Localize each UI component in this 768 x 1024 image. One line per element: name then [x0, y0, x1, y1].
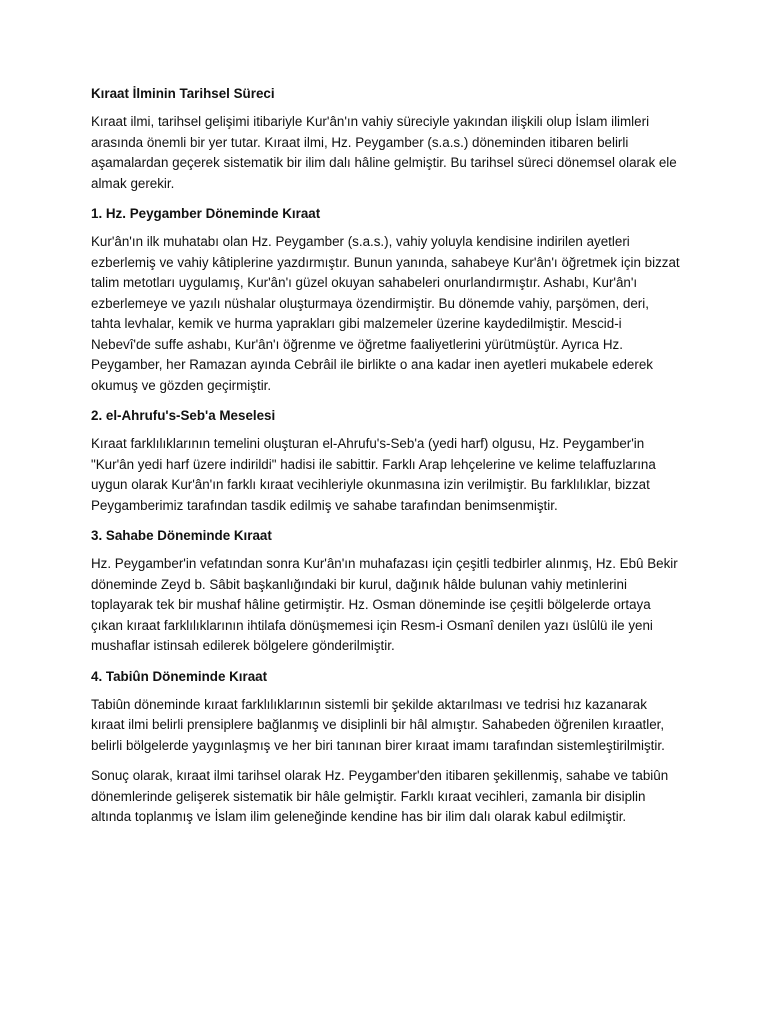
intro-paragraph: Kıraat ilmi, tarihsel gelişimi itibariyle Kur'ân'ın vahiy süreciyle yakından ilişkili olup İslam ilimleri arasında önemli bir yer tutar. Kıraat ilmi, Hz. Peygamber (s.a.s.) döneminden itibaren belirli aşamalardan geçerek sistematik bir ilim dalı hâline gelmiştir. Bu tarihsel süreci dönemsel olarak ele almak gerekir. [91, 114, 677, 191]
section-heading: 3. Sahabe Döneminde Kıraat [91, 528, 272, 543]
section-heading: 4. Tabiûn Döneminde Kıraat [91, 668, 268, 684]
conclusion-paragraph: Sonuç olarak, kıraat ilmi tarihsel olarak Hz. Peygamber'den itibaren şekillenmiş, sahabe ve tabiûn dönemlerinde gelişerek sistematik bir hâle gelmiştir. Farklı kıraat vecihleri, zamanla bir disiplin altında toplanmış ve İslam ilim geleneğinde kendine has bir ilim dalı olarak kabul edilmiştir. [91, 768, 669, 824]
section-paragraph: Tabiûn döneminde kıraat farklılıklarının sistemli bir şekilde aktarılması ve tedrisi hız kazanarak kıraat ilmi belirli prensiplere bağlanmış ve disiplinli bir hâl almıştır. Sahabeden öğrenilen kıraatler, belirli bölgelerde yaygınlaşmış ve her biri tanınan birer kıraat imamı tarafından sistemleştirilmiştir. [91, 696, 665, 753]
document-page [91, 84, 681, 838]
document-title: Kıraat İlminin Tarihsel Süreci [91, 86, 275, 101]
section-4 [91, 667, 681, 828]
section-2 [91, 406, 681, 516]
section-paragraph: Kıraat farklılıklarının temelini oluşturan el-Ahrufu's-Seb'a (yedi harf) olgusu, Hz. Peygamber'in "Kur'ân yedi harf üzere indirildi" hadisi ile sabittir. Farklı Arap lehçelerine ve kelime telaffuzlarına uygun olarak Kur'ân'ın farklı kıraat vecihleriyle okunmasına izin verilmiştir. Bu farklılıklar, bizzat Peygamberimiz tarafından tasdik edilmiş ve sahabe tarafından benimsenmiştir. [91, 436, 656, 513]
section-paragraph: Kur'ân'ın ilk muhatabı olan Hz. Peygamber (s.a.s.), vahiy yoluyla kendisine indirilen ayetleri ezberlemiş ve vahiy kâtiplerine yazdırmıştır. Bunun yanında, sahabeye Kur'ân'ı öğretmek için bizzat talim metotları uygulamış, Kur'ân'ı güzel okuyan sahabeleri onurlandırmıştır. Ashabı, Kur'ân'ı ezberlemeye ve yazılı nüshalar oluşturmaya özendirmiştir. Bu dönemde vahiy, parşömen, deri, tahta levhalar, kemik ve hurma yaprakları gibi malzemeler üzerine kaydedilmiştir. Mescid-i Nebevî'de suffe ashabı, Kur'ân'ı öğrenme ve öğretme faaliyetlerini yürütmüştür. Ayrıca Hz. Peygamber, her Ramazan ayında Cebrâil ile birlikte o ana kadar inen ayetleri mukabele ederek okumuş ve gözden geçirmiştir. [91, 234, 680, 393]
section-heading: 1. Hz. Peygamber Döneminde Kıraat [91, 206, 321, 221]
section-paragraph: Hz. Peygamber'in vefatından sonra Kur'ân'ın muhafazası için çeşitli tedbirler alınmış, Hz. Ebû Bekir döneminde Zeyd b. Sâbit başkanlığındaki bir kurul, dağınık hâlde bulunan vahiy metinlerini toplayarak tek bir mushaf hâline getirmiştir. Hz. Osman döneminde ise çeşitli bölgelerde ortaya çıkan kıraat farklılıklarının ihtilafa dönüşmemesi için Resm-i Osmanî denilen yazı üslûlü ile yeni mushaflar istinsah edilerek bölgelere gönderilmiştir. [91, 556, 678, 653]
section-1 [91, 204, 681, 396]
section-heading: 2. el-Ahrufu's-Seb'a Meselesi [91, 408, 276, 423]
section-3 [91, 526, 681, 657]
